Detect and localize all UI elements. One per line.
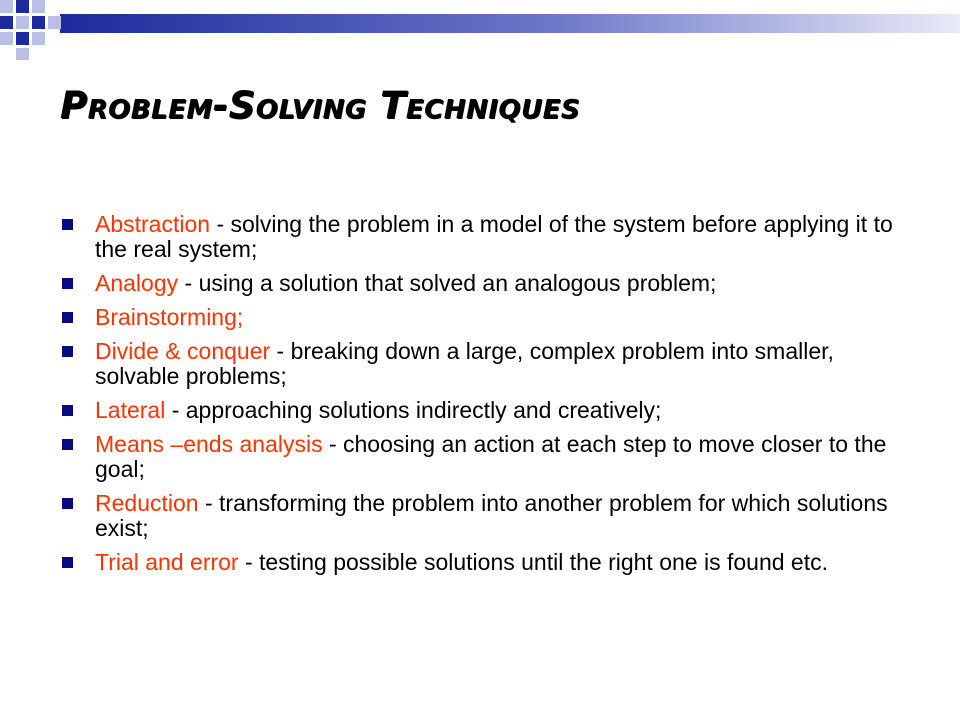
list-item [60, 398, 920, 423]
technique-term: Reduction [95, 490, 199, 516]
square-bullet-icon [62, 439, 73, 450]
decor-square [16, 32, 29, 45]
technique-term: Abstraction [95, 211, 211, 237]
square-bullet-icon [62, 278, 73, 289]
square-bullet-icon [62, 346, 73, 357]
technique-description: - transforming the problem into another problem for which solutions exist; [95, 490, 888, 541]
list-item [60, 432, 920, 482]
slide-title: Problem-Solving Techniques [60, 84, 581, 127]
header-decoration [0, 0, 960, 60]
square-bullet-icon [62, 312, 73, 323]
technique-description: - approaching solutions indirectly and creatively; [165, 397, 662, 423]
technique-term: Trial and error [95, 549, 239, 575]
square-bullet-icon [62, 557, 73, 568]
technique-description: - using a solution that solved an analogous problem; [178, 270, 717, 296]
list-item [60, 305, 920, 330]
decor-square [48, 16, 61, 29]
decor-square [0, 0, 13, 13]
list-item [60, 550, 920, 575]
technique-description: - choosing an action at each step to move closer to the goal; [95, 431, 887, 482]
technique-description: - solving the problem in a model of the system before applying it to the real system; [95, 211, 893, 262]
decor-square [32, 0, 45, 13]
technique-term: Analogy [95, 270, 179, 296]
square-bullet-icon [62, 405, 73, 416]
square-bullet-icon [62, 498, 73, 509]
decor-square [16, 16, 29, 29]
technique-description: - breaking down a large, complex problem into smaller, solvable problems; [95, 338, 834, 389]
decor-square [16, 48, 29, 60]
decor-square [32, 16, 45, 29]
list-item [60, 339, 920, 389]
decor-square [16, 0, 29, 13]
list-item [60, 271, 920, 296]
list-item [60, 491, 920, 541]
decor-square [32, 32, 45, 45]
decor-gradient-bar [60, 14, 960, 33]
list-item [60, 212, 920, 262]
decor-square [0, 16, 13, 29]
technique-description: - testing possible solutions until the right one is found etc. [238, 549, 828, 575]
technique-term: Divide & conquer [95, 338, 271, 364]
technique-list [60, 212, 920, 584]
decor-square [0, 32, 13, 45]
technique-term: Brainstorming; [95, 304, 244, 330]
square-bullet-icon [62, 219, 73, 230]
technique-term: Means –ends analysis [95, 431, 323, 457]
technique-term: Lateral [95, 397, 166, 423]
